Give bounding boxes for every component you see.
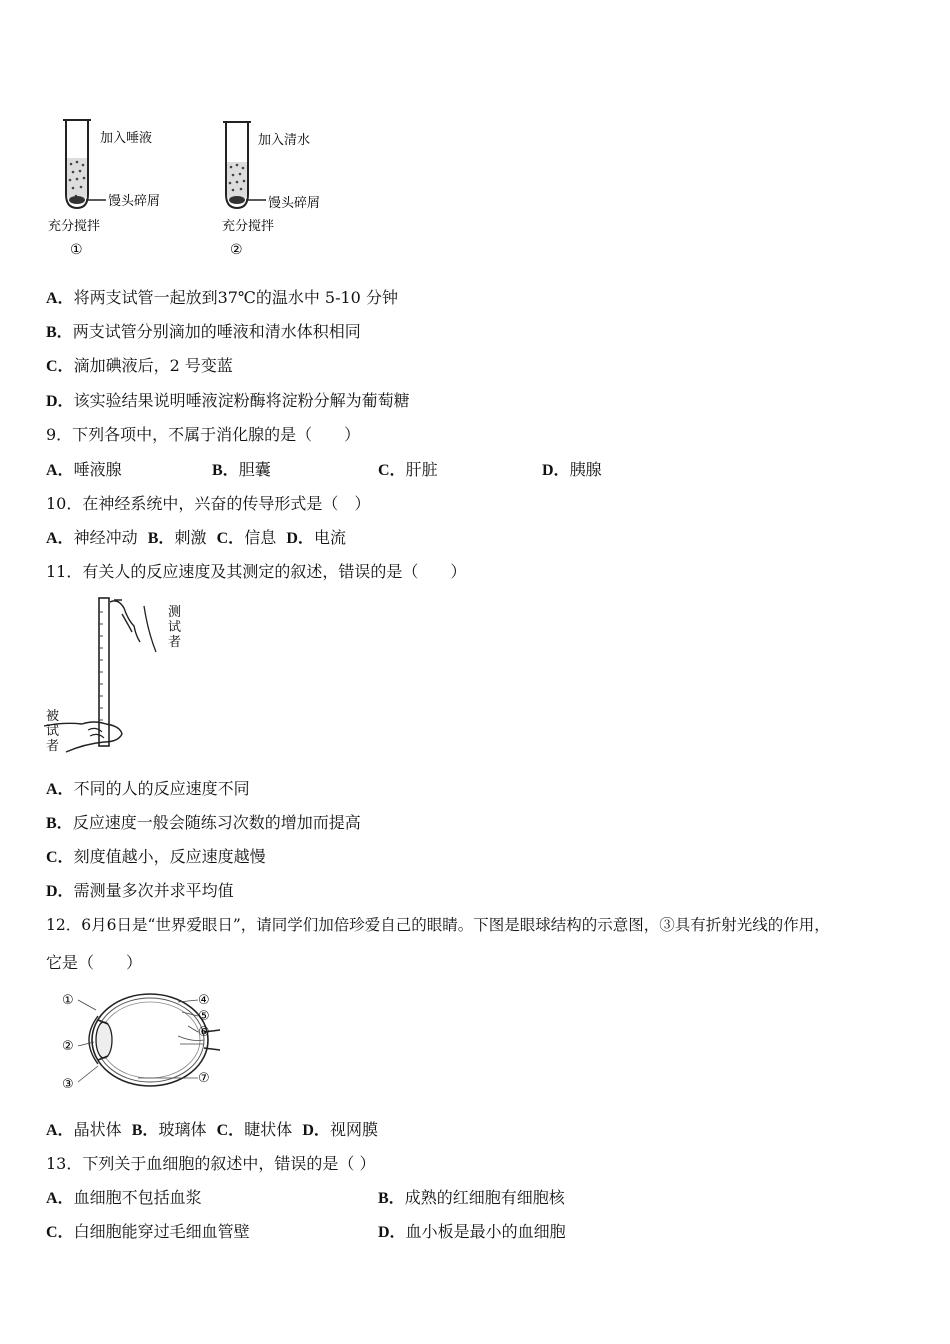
q12-option-b[interactable] bbox=[132, 1120, 207, 1139]
q13-option-c[interactable] bbox=[46, 1219, 250, 1242]
q10-option-b[interactable] bbox=[148, 528, 207, 547]
tube1-label: 加入唾液 bbox=[100, 131, 153, 146]
option-text: 肝脏 bbox=[405, 460, 438, 479]
q11-option-c[interactable] bbox=[46, 844, 266, 867]
q12-option-c[interactable] bbox=[217, 1120, 293, 1139]
tester-hand bbox=[110, 600, 140, 642]
q9-option-c[interactable] bbox=[378, 457, 438, 480]
option-text: 反应速度一般会随练习次数的增加而提高 bbox=[72, 813, 361, 832]
option-letter: C． bbox=[216, 1122, 245, 1139]
option-letter: C． bbox=[378, 462, 406, 479]
q10-options bbox=[46, 525, 346, 548]
option-letter: A． bbox=[46, 781, 74, 798]
option-text: 玻璃体 bbox=[158, 1120, 207, 1139]
option-letter: D． bbox=[378, 1224, 406, 1241]
q10-option-c[interactable] bbox=[217, 528, 277, 547]
q11-stem: 11．有关人的反应速度及其测定的叙述，错误的是（ ） bbox=[46, 562, 467, 581]
q9-option-a[interactable] bbox=[46, 457, 122, 480]
lens bbox=[96, 1022, 112, 1058]
option-letter: D． bbox=[302, 1122, 330, 1139]
tested-label: 被 试者 bbox=[46, 709, 60, 754]
option-letter: D． bbox=[46, 883, 74, 900]
q11-option-a[interactable] bbox=[46, 776, 250, 799]
reaction-test-figure bbox=[44, 592, 194, 757]
q9-option-b[interactable] bbox=[212, 457, 271, 480]
option-letter: C． bbox=[46, 849, 74, 866]
q9-option-d[interactable] bbox=[542, 457, 602, 480]
q13-option-a[interactable] bbox=[46, 1185, 202, 1208]
option-text: 血细胞不包括血浆 bbox=[73, 1188, 202, 1207]
tube1-material: 馒头碎屑 bbox=[108, 194, 161, 209]
option-text: 晶状体 bbox=[73, 1120, 122, 1139]
q11-option-b[interactable] bbox=[46, 810, 361, 833]
q13-option-b[interactable] bbox=[378, 1185, 565, 1208]
option-text: 成熟的红细胞有细胞核 bbox=[404, 1188, 565, 1207]
eye-label-2: ② bbox=[62, 1039, 74, 1054]
option-text: 刺激 bbox=[174, 528, 207, 547]
q10-option-d[interactable] bbox=[286, 528, 346, 547]
tester-label: 测 试者 bbox=[168, 605, 182, 650]
option-text: 不同的人的反应速度不同 bbox=[73, 779, 250, 798]
option-text: 信息 bbox=[244, 528, 277, 547]
tube2-action: 充分搅拌 bbox=[222, 219, 275, 234]
tube2-number: ② bbox=[230, 242, 243, 258]
option-letter: A． bbox=[46, 1122, 74, 1139]
tube1-number: ① bbox=[70, 242, 83, 258]
option-text: 白细胞能穿过毛细血管壁 bbox=[73, 1222, 250, 1241]
q11-option-d[interactable] bbox=[46, 878, 234, 901]
q8-option-a[interactable] bbox=[46, 285, 398, 308]
option-text: 胆囊 bbox=[238, 460, 271, 479]
option-text: 电流 bbox=[313, 528, 346, 547]
q12-option-a[interactable] bbox=[46, 1120, 122, 1139]
option-text: 神经冲动 bbox=[73, 528, 138, 547]
option-letter: C． bbox=[216, 530, 245, 547]
tube2-material: 馒头碎屑 bbox=[268, 196, 321, 211]
option-letter: D． bbox=[46, 393, 74, 410]
option-letter: D． bbox=[286, 530, 314, 547]
q8-option-c[interactable] bbox=[46, 353, 233, 376]
option-letter: B． bbox=[147, 530, 175, 547]
eye-structure-figure bbox=[58, 986, 223, 1094]
q13-option-d[interactable] bbox=[378, 1219, 566, 1242]
q12-stem-line1: 12．6月6日是“世界爱眼日”，请同学们加倍珍爱自己的眼睛。下图是眼球结构的示意图，③具有折射光线的作用， bbox=[46, 916, 830, 934]
q12-stem-line2: 它是（ ） bbox=[46, 953, 143, 972]
option-letter: A． bbox=[46, 462, 74, 479]
q13-stem: 13．下列关于血细胞的叙述中，错误的是（ ） bbox=[46, 1154, 376, 1173]
option-letter: B． bbox=[46, 324, 73, 341]
test-tubes-figure bbox=[44, 112, 344, 262]
option-text: 需测量多次并求平均值 bbox=[73, 881, 234, 900]
option-letter: D． bbox=[542, 462, 570, 479]
option-text: 该实验结果说明唾液淀粉酶将淀粉分解为葡萄糖 bbox=[73, 391, 410, 410]
q10-option-a[interactable] bbox=[46, 528, 138, 547]
eye-label-1: ① bbox=[62, 993, 74, 1008]
eye-label-6: ⑥ bbox=[198, 1025, 210, 1040]
option-text: 视网膜 bbox=[329, 1120, 378, 1139]
tube2-label: 加入清水 bbox=[258, 133, 311, 148]
q9-stem: 9．下列各项中，不属于消化腺的是（ ） bbox=[46, 425, 361, 444]
eye-label-4: ④ bbox=[198, 993, 210, 1008]
option-text: 将两支试管一起放到37℃的温水中 5-10 分钟 bbox=[73, 288, 398, 307]
eye-label-3: ③ bbox=[62, 1077, 74, 1092]
option-letter: B． bbox=[131, 1122, 159, 1139]
q12-option-d[interactable] bbox=[302, 1120, 378, 1139]
option-text: 睫状体 bbox=[244, 1120, 293, 1139]
q8-option-b[interactable] bbox=[46, 319, 361, 342]
option-letter: A． bbox=[46, 290, 74, 307]
option-text: 两支试管分别滴加的唾液和清水体积相同 bbox=[72, 322, 361, 341]
option-text: 唾液腺 bbox=[73, 460, 122, 479]
tube1-action: 充分搅拌 bbox=[48, 219, 101, 234]
option-letter: A． bbox=[46, 530, 74, 547]
option-letter: C． bbox=[46, 1224, 74, 1241]
option-letter: A． bbox=[46, 1190, 74, 1207]
option-text: 胰腺 bbox=[569, 460, 602, 479]
q8-option-d[interactable] bbox=[46, 388, 410, 411]
option-text: 刻度值越小，反应速度越慢 bbox=[73, 847, 266, 866]
option-letter: B． bbox=[378, 1190, 405, 1207]
q12-options bbox=[46, 1117, 378, 1140]
option-letter: B． bbox=[46, 815, 73, 832]
option-letter: C． bbox=[46, 358, 74, 375]
eye-label-5: ⑤ bbox=[198, 1009, 210, 1024]
q10-stem: 10．在神经系统中，兴奋的传导形式是（ ） bbox=[46, 494, 371, 513]
option-text: 滴加碘液后，2 号变蓝 bbox=[73, 356, 233, 375]
option-text: 血小板是最小的血细胞 bbox=[405, 1222, 566, 1241]
eye-label-7: ⑦ bbox=[198, 1071, 210, 1086]
option-letter: B． bbox=[212, 462, 239, 479]
